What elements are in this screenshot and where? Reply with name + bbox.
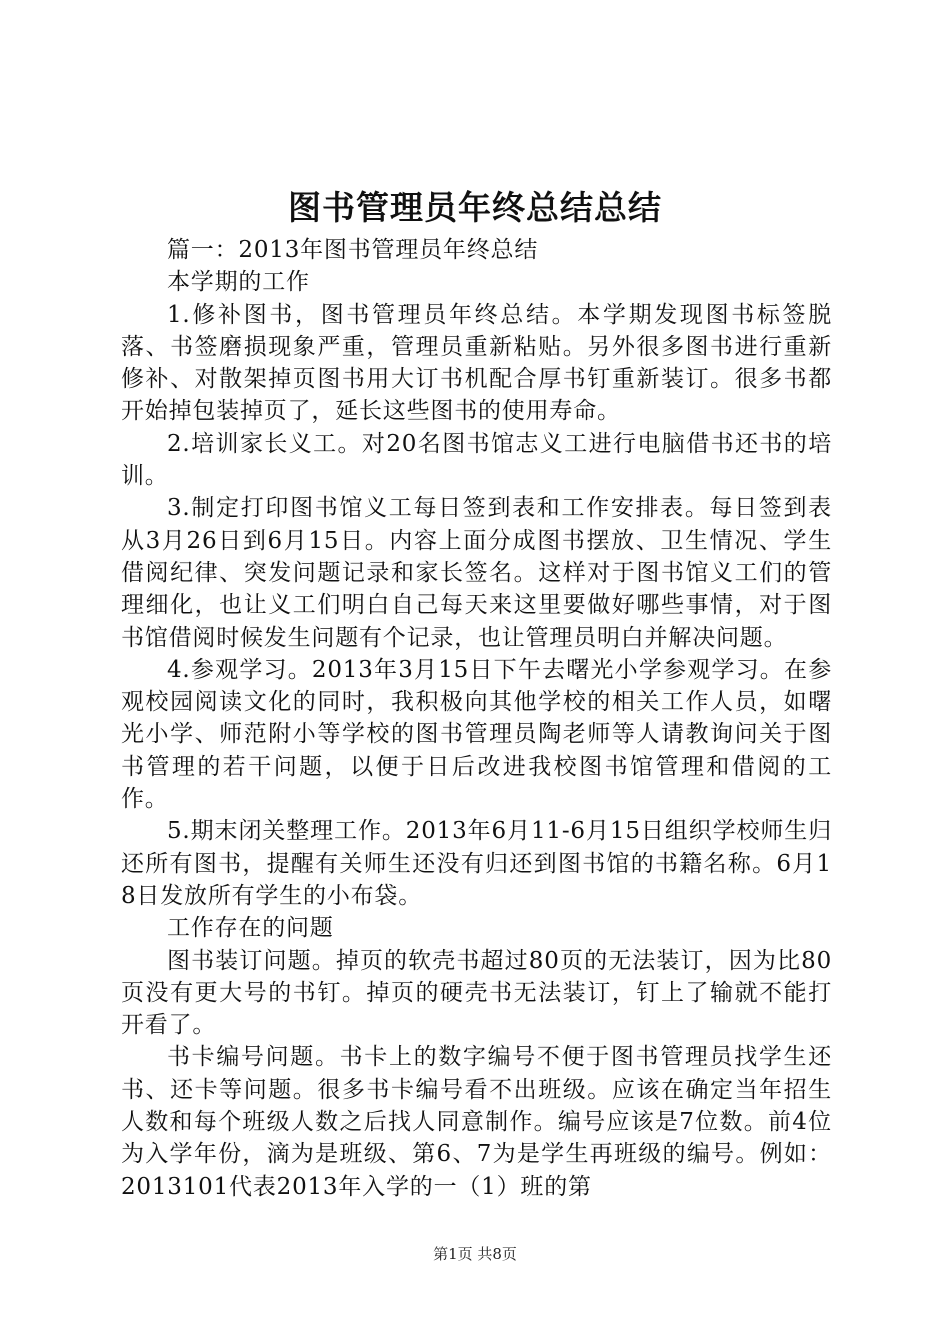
paragraph-subheading-work: 本学期的工作 xyxy=(167,269,310,296)
page-footer: 第1页 共8页 xyxy=(433,1245,517,1263)
paragraph-item-4: 4.参观学习。2013年3月15日下午去曙光小学参观学习。在参观校园阅读文化的同时，我积极向其他学校的相关工作人员，如曙光小学、师范附小等学校的图书管理员陶老师等人请教询问关于图书管理的若干问题，以便于日后改进我校图书馆管理和借阅的工作。 xyxy=(121,656,832,813)
paragraph-item-5: 5.期末闭关整理工作。2013年6月11-6月15日组织学校师生归还所有图书，提醒有关师生还没有归还到图书馆的书籍名称。6月18日发放所有学生的小布袋。 xyxy=(121,818,832,909)
paragraph-section-heading: 篇一：2013年图书管理员年终总结 xyxy=(167,237,539,263)
paragraph-item-1: 1.修补图书，图书管理员年终总结。本学期发现图书标签脱落、书签磨损现象严重，管理员重新粘贴。另外很多图书进行重新修补、对散架掉页图书用大订书机配合厚书钉重新装订。很多书都开始掉包装掉页了，延长这些图书的使用寿命。 xyxy=(121,301,832,425)
document-body xyxy=(121,234,832,1203)
paragraph-item-3: 3.制定打印图书馆义工每日签到表和工作安排表。每日签到表从3月26日到6月15日。内容上面分成图书摆放、卫生情况、学生借阅纪律、突发问题记录和家长签名。这样对于图书馆义工们的管理细化，也让义工们明白自己每天来这里要做好哪些事情，对于图书馆借阅时候发生问题有个记录，也让管理员明白并解决问题。 xyxy=(121,495,832,651)
paragraph-item-2: 2.培训家长义工。对20名图书馆志义工进行电脑借书还书的培训。 xyxy=(121,430,832,490)
document-title: 图书管理员年终总结总结 xyxy=(288,188,662,227)
paragraph-subheading-problems: 工作存在的问题 xyxy=(167,915,334,942)
paragraph-problem-binding: 图书装订问题。掉页的软壳书超过80页的无法装订，因为比80页没有更大号的书钉。掉页的硬壳书无法装订，钉上了输就不能打开看了。 xyxy=(121,947,832,1039)
paragraph-problem-card-numbering: 书卡编号问题。书卡上的数字编号不便于图书管理员找学生还书、还卡等问题。很多书卡编号看不出班级。应该在确定当年招生人数和每个班级人数之后找人同意制作。编号应该是7位数。前4位为入学年份，滴为是班级、第6、7为是学生再班级的编号。例如：2013101代表2013年入学的一（1）班的第 xyxy=(121,1044,832,1200)
